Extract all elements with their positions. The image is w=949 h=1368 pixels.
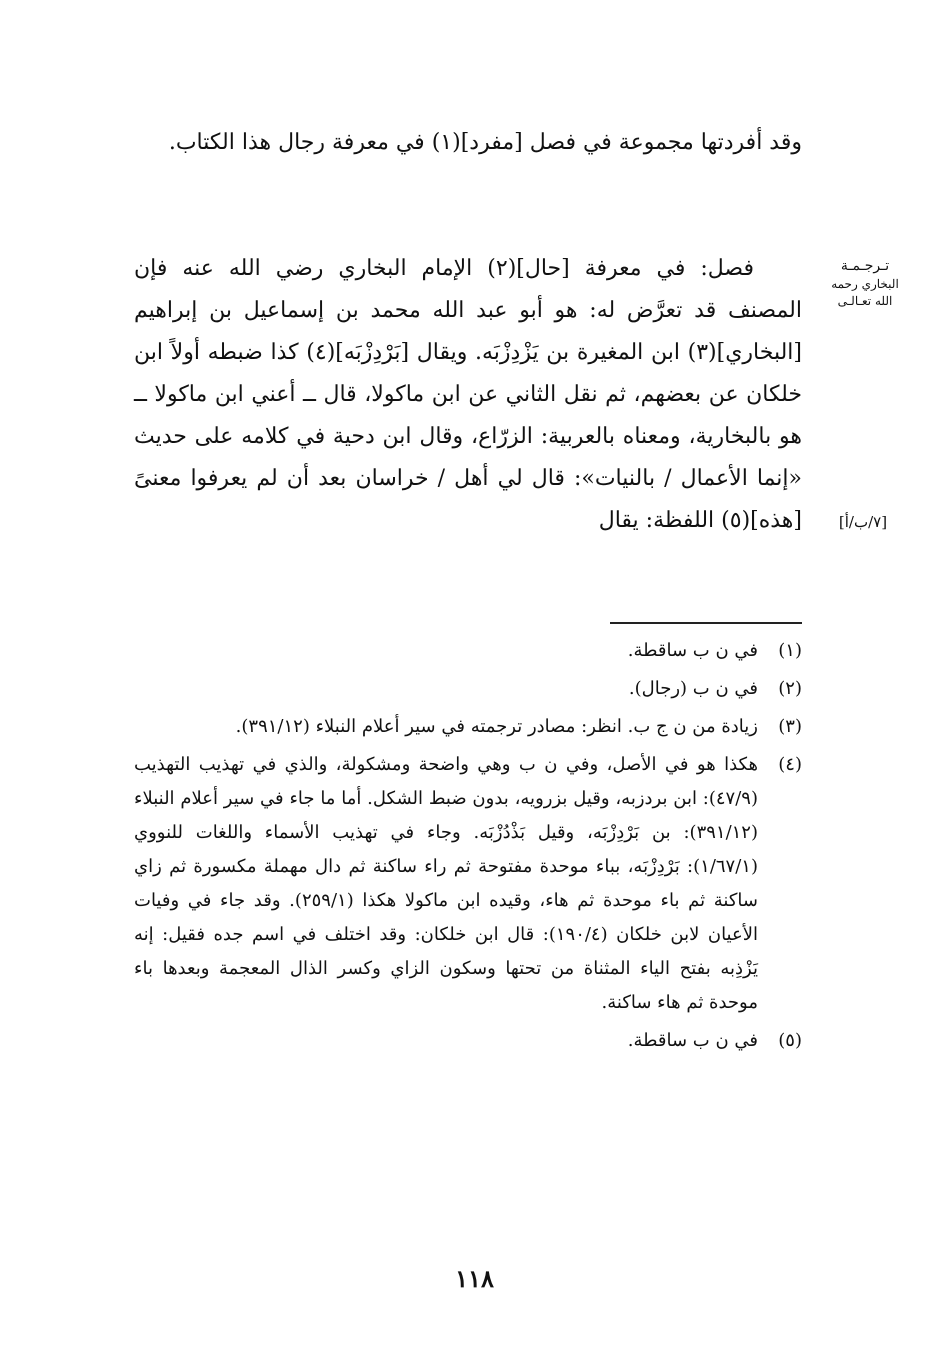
footnote-number: (٥) (778, 1030, 802, 1051)
intro-paragraph (134, 122, 802, 164)
footnotes-list (134, 634, 802, 1062)
footnote-separator (610, 622, 802, 624)
footnote-item (134, 634, 802, 668)
footnote-text: في ن ب ساقطة. (627, 640, 758, 661)
margin-folio-marker: [٧/ب/أ] (838, 513, 888, 531)
margin-note-line: الله تعـالـى (837, 294, 893, 308)
footnote-number: (١) (778, 640, 802, 661)
footnote-number: (٤) (778, 754, 802, 775)
footnote-text: في ن ب (رجال). (628, 678, 758, 699)
footnote-number: (٢) (778, 678, 802, 699)
intro-text: وقد أفردتها مجموعة في فصل [مفرد](١) في معرفة رجال هذا الكتاب. (168, 130, 802, 155)
page-number: ١١٨ (455, 1264, 494, 1293)
footnote-text: هكذا هو في الأصل، وفي ن ب وهي واضحة ومشكولة، والذي في تهذيب التهذيب (٤٧/٩): ابن بردزبه، وقيل بزرويه، بدون ضبط الشكل. أما ما جاء في سير أعلام النبلاء (٣٩١/١٢): بن بَرْدِزْبَه، وقيل بَذْدُزْبَه. وجاء في تهذيب الأسماء واللغات للنووي (١/٦٧/١): بَرْدِزْبَه، بباء موحدة مفتوحة ثم راء ساكنة ثم دال مهملة مكسورة ثم زاي ساكنة ثم باء موحدة ثم هاء، وقيده ابن ماكولا هكذا (٢٥٩/١). وقد جاء في وفيات الأعيان لابن خلكان (١٩٠/٤): قال ابن خلكان: وقد اختلف في اسم جده فقيل: إنه يَزْذِبه بفتح الياء المثناة من تحتها وسكون الزاي وكسر الذال المعجمة وبعدها باء موحدة ثم هاء ساكنة. (134, 754, 759, 1013)
footnote-number: (٣) (778, 716, 802, 737)
margin-note-line: البخاري رحمه (831, 277, 899, 291)
margin-note-biography (819, 256, 911, 310)
footnote-text: في ن ب ساقطة. (627, 1030, 758, 1051)
main-text (134, 248, 802, 542)
footnote-item (134, 710, 802, 744)
footnote-item (134, 748, 802, 1020)
footnote-text: زيادة من ن ج ب. انظر: مصادر ترجمته في سير أعلام النبلاء (٣٩١/١٢). (235, 716, 758, 737)
footnote-item (134, 1024, 802, 1058)
main-paragraph: فصل: في معرفة [حال](٢) الإمام البخاري رضي الله عنه فإن المصنف قد تعرَّض له: هو أبو عبد الله محمد بن إسماعيل بن إبراهيم [البخاري](٣) ابن المغيرة بن يَزْدِزْبَه. ويقال [بَرْدِزْبَه](٤) كذا ضبطه أولاً ابن خلكان عن بعضهم، ثم نقل الثاني عن ابن ماكولا، قال ــ أعني ابن ماكولا ــ هو بالبخارية، ومعناه بالعربية: الزرّاع، وقال ابن دحية في كلامه على حديث «إنما الأعمال / بالنيات»: قال لي أهل / خراسان بعد أن لم يعرفوا معنىً [هذه](٥) اللفظة: يقال (134, 256, 802, 533)
margin-note-title: تـرجـمـة (840, 258, 890, 274)
footnote-item (134, 672, 802, 706)
